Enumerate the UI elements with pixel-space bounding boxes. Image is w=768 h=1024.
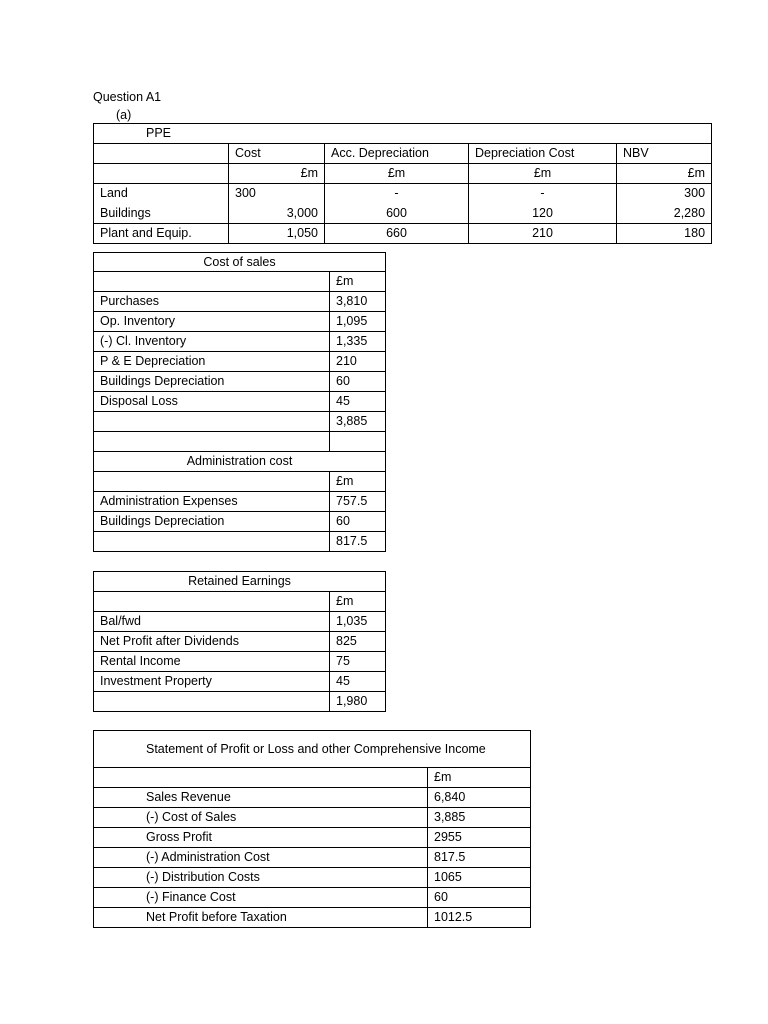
ppe-unit-blank	[94, 164, 229, 184]
ppe-header-row	[94, 144, 712, 164]
table-row	[94, 908, 531, 928]
retained-earnings-unit-row	[94, 592, 386, 612]
row-label: (-) Finance Cost	[94, 888, 428, 908]
profit-or-loss-title: Statement of Profit or Loss and other Comprehensive Income	[94, 731, 531, 768]
row-label: Purchases	[94, 292, 330, 312]
ppe-table	[93, 123, 712, 244]
table-row	[94, 204, 712, 224]
ppe-row-acc-dep: -	[325, 184, 469, 204]
table-row	[94, 312, 386, 332]
total-blank	[94, 412, 330, 432]
ppe-row-label: Plant and Equip.	[94, 224, 229, 244]
row-value: 817.5	[428, 848, 531, 868]
retained-earnings-total-row	[94, 692, 386, 712]
table-row	[94, 352, 386, 372]
row-label: Disposal Loss	[94, 392, 330, 412]
ppe-col-nbv: NBV	[617, 144, 712, 164]
ppe-row-acc-dep: 660	[325, 224, 469, 244]
ppe-unit-cost: £m	[229, 164, 325, 184]
row-label: Sales Revenue	[94, 788, 428, 808]
admin-cost-title: Administration cost	[94, 452, 386, 472]
ppe-col-acc-dep: Acc. Depreciation	[325, 144, 469, 164]
ppe-row-label: Buildings	[94, 204, 229, 224]
table-row	[94, 632, 386, 652]
profit-or-loss-unit-row	[94, 768, 531, 788]
retained-earnings-title-row	[94, 572, 386, 592]
ppe-col-cost: Cost	[229, 144, 325, 164]
row-label: Buildings Depreciation	[94, 512, 330, 532]
table-row	[94, 332, 386, 352]
question-part: (a)	[116, 108, 132, 122]
row-label: Bal/fwd	[94, 612, 330, 632]
ppe-row-dep-cost: -	[469, 184, 617, 204]
unit-blank	[94, 768, 428, 788]
profit-or-loss-unit: £m	[428, 768, 531, 788]
cost-of-sales-total-row	[94, 412, 386, 432]
row-value: 45	[330, 392, 386, 412]
table-row	[94, 184, 712, 204]
table-row	[94, 392, 386, 412]
ppe-row-cost: 1,050	[229, 224, 325, 244]
row-label: (-) Cl. Inventory	[94, 332, 330, 352]
ppe-row-dep-cost: 210	[469, 224, 617, 244]
ppe-unit-row	[94, 164, 712, 184]
table-row	[94, 652, 386, 672]
admin-cost-unit: £m	[330, 472, 386, 492]
row-value: 75	[330, 652, 386, 672]
row-label: (-) Administration Cost	[94, 848, 428, 868]
retained-earnings-total: 1,980	[330, 692, 386, 712]
retained-earnings-table	[93, 571, 386, 712]
admin-total-row	[94, 532, 386, 552]
cost-of-sales-unit: £m	[330, 272, 386, 292]
ppe-title-row	[94, 124, 712, 144]
row-value: 1,335	[330, 332, 386, 352]
table-row	[94, 848, 531, 868]
table-row	[94, 612, 386, 632]
unit-blank	[94, 592, 330, 612]
row-value: 3,885	[428, 808, 531, 828]
row-value: 6,840	[428, 788, 531, 808]
table-row	[94, 788, 531, 808]
question-title: Question A1	[93, 90, 162, 104]
total-blank	[94, 532, 330, 552]
row-label: (-) Distribution Costs	[94, 868, 428, 888]
ppe-unit-acc-dep: £m	[325, 164, 469, 184]
table-row	[94, 492, 386, 512]
ppe-unit-nbv: £m	[617, 164, 712, 184]
table-row	[94, 372, 386, 392]
row-value: 1012.5	[428, 908, 531, 928]
row-label: Net Profit before Taxation	[94, 908, 428, 928]
retained-earnings-title: Retained Earnings	[94, 572, 386, 592]
admin-title-row	[94, 452, 386, 472]
row-value: 60	[428, 888, 531, 908]
row-label: Administration Expenses	[94, 492, 330, 512]
row-value: 757.5	[330, 492, 386, 512]
table-row	[94, 512, 386, 532]
ppe-title: PPE	[94, 124, 712, 144]
total-blank	[94, 692, 330, 712]
spacer-cell	[330, 432, 386, 452]
row-label: Buildings Depreciation	[94, 372, 330, 392]
row-label: Gross Profit	[94, 828, 428, 848]
cost-of-sales-title-row	[94, 253, 386, 272]
cost-of-sales-total: 3,885	[330, 412, 386, 432]
cost-of-sales-unit-row	[94, 272, 386, 292]
ppe-row-cost: 3,000	[229, 204, 325, 224]
spacer-cell	[94, 432, 330, 452]
spacer-row	[94, 432, 386, 452]
ppe-row-nbv: 180	[617, 224, 712, 244]
profit-or-loss-table	[93, 730, 531, 928]
row-label: Investment Property	[94, 672, 330, 692]
table-row	[94, 868, 531, 888]
cost-of-sales-title: Cost of sales	[94, 253, 386, 272]
row-value: 1,035	[330, 612, 386, 632]
row-value: 60	[330, 512, 386, 532]
table-row	[94, 292, 386, 312]
ppe-row-nbv: 300	[617, 184, 712, 204]
row-value: 825	[330, 632, 386, 652]
admin-cost-total: 817.5	[330, 532, 386, 552]
retained-earnings-unit: £m	[330, 592, 386, 612]
unit-blank	[94, 272, 330, 292]
row-value: 210	[330, 352, 386, 372]
ppe-row-nbv: 2,280	[617, 204, 712, 224]
row-label: P & E Depreciation	[94, 352, 330, 372]
ppe-row-cost: 300	[229, 184, 325, 204]
table-row	[94, 828, 531, 848]
row-label: Net Profit after Dividends	[94, 632, 330, 652]
row-value: 60	[330, 372, 386, 392]
table-row	[94, 672, 386, 692]
row-label: Rental Income	[94, 652, 330, 672]
admin-unit-row	[94, 472, 386, 492]
row-label: Op. Inventory	[94, 312, 330, 332]
row-label: (-) Cost of Sales	[94, 808, 428, 828]
table-row	[94, 808, 531, 828]
table-row	[94, 888, 531, 908]
cost-of-sales-table	[93, 252, 386, 552]
row-value: 1065	[428, 868, 531, 888]
row-value: 2955	[428, 828, 531, 848]
profit-or-loss-title-row	[94, 731, 531, 768]
ppe-unit-dep-cost: £m	[469, 164, 617, 184]
ppe-header-blank	[94, 144, 229, 164]
row-value: 1,095	[330, 312, 386, 332]
unit-blank	[94, 472, 330, 492]
row-value: 3,810	[330, 292, 386, 312]
ppe-row-acc-dep: 600	[325, 204, 469, 224]
row-value: 45	[330, 672, 386, 692]
ppe-col-dep-cost: Depreciation Cost	[469, 144, 617, 164]
ppe-row-label: Land	[94, 184, 229, 204]
ppe-row-dep-cost: 120	[469, 204, 617, 224]
table-row	[94, 224, 712, 244]
